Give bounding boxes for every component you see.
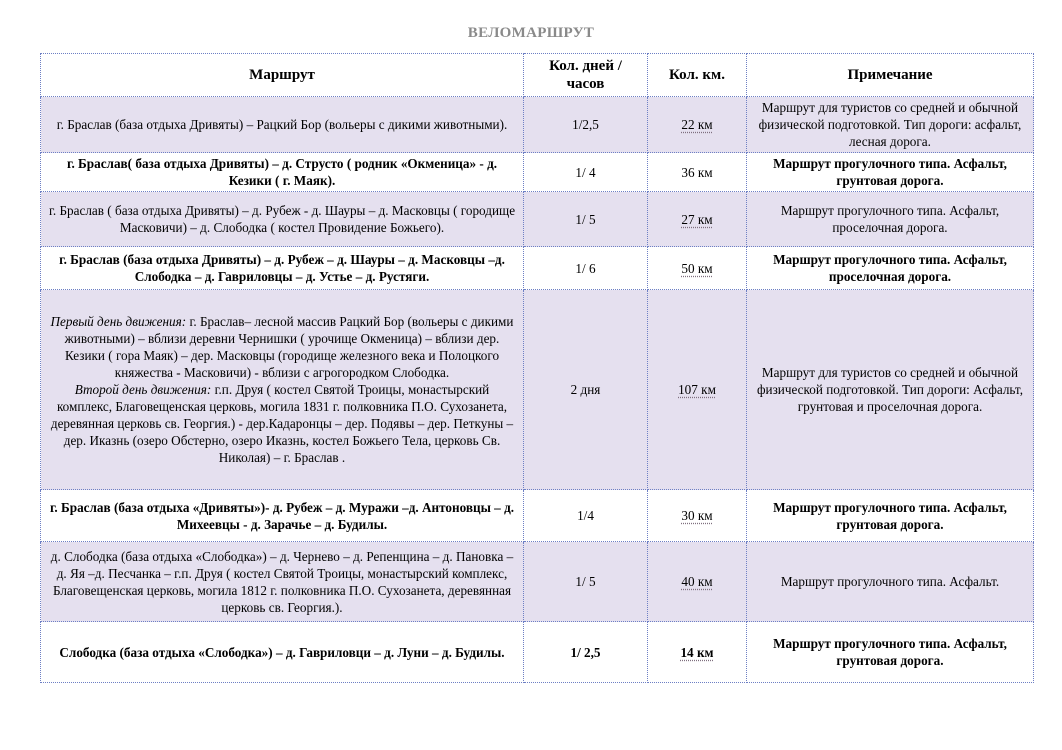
table-row <box>41 542 1034 622</box>
note-cell: Маршрут для туристов со средней и обычной физической подготовкой. Тип дороги: асфальт, лесная дорога. <box>747 97 1034 153</box>
km-cell <box>648 97 747 153</box>
km-value: 50 км <box>681 260 713 276</box>
header-note: Примечание <box>747 54 1034 97</box>
km-value: 14 км <box>680 644 714 660</box>
km-cell <box>648 192 747 247</box>
note-cell: Маршрут прогулочного типа. Асфальт, грунтовая дорога. <box>747 622 1034 683</box>
table-row <box>41 97 1034 153</box>
days-cell: 1/2,5 <box>524 97 648 153</box>
km-value: 40 км <box>681 574 713 589</box>
route-cell: г. Браслав( база отдыха Дривяты) – д. Струсто ( родник «Окменица» - д. Кезики ( г. Маяк). <box>41 153 524 192</box>
days-cell: 1/ 5 <box>524 542 648 622</box>
route-cell <box>41 290 524 490</box>
day1-label: Первый день движения: <box>50 314 187 329</box>
km-cell <box>648 290 747 490</box>
km-cell <box>648 622 747 683</box>
note-cell: Маршрут прогулочного типа. Асфальт. <box>747 542 1034 622</box>
km-value: 36 км <box>681 164 713 180</box>
header-route: Маршрут <box>41 54 524 97</box>
day1-text: г. Браслав– лесной массив Рацкий Бор (вольеры с дикими животными) – вблизи деревни Чернишки ( урочище Окменица) – вблизи дер. Кезики ( гора Маяк) – дер. Масковцы (городище железного века и Полоцкого княжества - Масковичи) - вблизи с агрогородком Слободка. <box>64 314 514 380</box>
routes-table <box>40 53 1034 683</box>
days-cell: 1/ 6 <box>524 247 648 290</box>
note-cell: Маршрут прогулочного типа. Асфальт, грунтовая дорога. <box>747 153 1034 192</box>
km-value: 22 км <box>681 117 713 132</box>
note-cell: Маршрут прогулочного типа. Асфальт, проселочная дорога. <box>747 192 1034 247</box>
route-cell: д. Слободка (база отдыха «Слободка») – д. Чернево – д. Репенщина – д. Пановка – д. Яя –д. Песчанка – г.п. Друя ( костел Святой Троицы, монастырский комплекс, Благовещенская церковь, могила 1812 г. полковника П.О. Сухозанета, деревянная церковь св. Георгия.). <box>41 542 524 622</box>
km-cell <box>648 247 747 290</box>
header-days: Кол. дней / часов <box>524 54 648 97</box>
km-cell <box>648 490 747 542</box>
note-cell: Маршрут прогулочного типа. Асфальт, грунтовая дорога. <box>747 490 1034 542</box>
km-value: 30 км <box>681 508 713 523</box>
km-value: 27 км <box>681 211 713 227</box>
note-cell: Маршрут для туристов со средней и обычной физической подготовкой. Тип дороги: Асфальт, грунтовая и проселочная дорога. <box>747 290 1034 490</box>
table-row <box>41 622 1034 683</box>
route-cell: г. Браслав (база отдыха Дривяты) – Рацкий Бор (вольеры с дикими животными). <box>41 97 524 153</box>
days-cell: 1/4 <box>524 490 648 542</box>
table-header-row <box>41 54 1034 97</box>
page-title: ВЕЛОМАРШРУТ <box>467 25 595 41</box>
km-cell <box>648 153 747 192</box>
table-row <box>41 247 1034 290</box>
days-cell: 1/ 4 <box>524 153 648 192</box>
km-value: 107 км <box>678 382 716 397</box>
route-cell: г. Браслав ( база отдыха Дривяты) – д. Рубеж - д. Шауры – д. Масковцы ( городище Масковичи) – д. Слободка ( костел Провидение Божьего). <box>41 192 524 247</box>
table-row <box>41 490 1034 542</box>
day2-label: Второй день движения: <box>74 382 212 397</box>
table-row <box>41 153 1034 192</box>
km-cell <box>648 542 747 622</box>
table-row <box>41 290 1034 490</box>
days-cell: 1/ 5 <box>524 192 648 247</box>
route-cell: Слободка (база отдыха «Слободка») – д. Гавриловци – д. Луни – д. Будилы. <box>41 622 524 683</box>
day2-text: г.п. Друя ( костел Святой Троицы, монастырский комплекс, Благовещенская церковь, могила 1831 г. полковника П.О. Сухозанета, деревянная церковь св. Георгия.) - дер.Кадаронцы – дер. Подявы – дер. Петкуны – дер. Иказнь (озеро Обстерно, озеро Иказнь, костел Божьего Тела, церковь Св. Николая) – г. Браслав . <box>50 382 514 465</box>
days-cell: 2 дня <box>524 290 648 490</box>
days-cell: 1/ 2,5 <box>524 622 648 683</box>
table-row <box>41 192 1034 247</box>
route-cell: г. Браслав (база отдыха Дривяты) – д. Рубеж – д. Шауры – д. Масковцы –д. Слободка – д. Гавриловцы – д. Устье – д. Рустяги. <box>41 247 524 290</box>
note-cell: Маршрут прогулочного типа. Асфальт, проселочная дорога. <box>747 247 1034 290</box>
route-cell: г. Браслав (база отдыха «Дривяты»)- д. Рубеж – д. Муражи –д. Антоновцы – д. Михеевцы - д. Зарачье – д. Будилы. <box>41 490 524 542</box>
header-km: Кол. км. <box>648 54 747 97</box>
